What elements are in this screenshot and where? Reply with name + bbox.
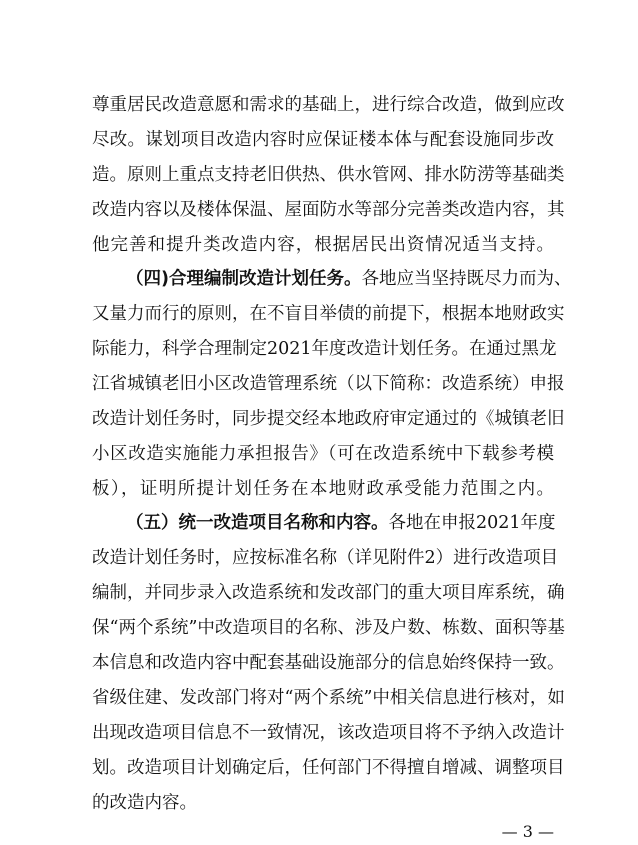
page-number: — 3 — [501, 822, 554, 841]
body-text-line: 改造计划任务时，同步提交经本地政府审定通过的《城镇老旧 [92, 409, 565, 429]
body-text-line: 改造内容以及楼体保温、屋面防水等部分完善类改造内容，其 [92, 200, 565, 220]
body-text-line: 尽改。谋划项目改造内容时应保证楼本体与配套设施同步改 [92, 130, 554, 150]
body-text-line: 尊重居民改造意愿和需求的基础上，进行综合改造，做到应改 [92, 95, 565, 115]
body-text-line: 又量力而行的原则，在不盲目举债的前提下，根据本地财政实 [92, 304, 565, 324]
body-text-line: 改造计划任务时，应按标准名称（详见附件2）进行改造项目 [92, 548, 559, 568]
body-text-line: 本信息和改造内容中配套基础设施部分的信息始终保持一致。 [92, 653, 565, 673]
body-text-line: 板），证明所提计划任务在本地财政承受能力范围之内。 [92, 479, 554, 499]
body-text-line: 造。原则上重点支持老旧供热、供水管网、排水防涝等基础类 [92, 165, 565, 185]
body-text-line: 江省城镇老旧小区改造管理系统（以下简称：改造系统）申报 [92, 374, 565, 394]
body-text-line: 小区改造实施能力承担报告》（可在改造系统中下载参考模 [92, 444, 554, 464]
body-text-line: 保“两个系统”中改造项目的名称、涉及户数、栋数、面积等基 [92, 618, 565, 638]
body-text-span: 各地应当坚持既尽力而为、 [361, 269, 572, 289]
section-heading-5: （五）统一改造项目名称和内容。 [126, 513, 389, 533]
body-text-span: 各地在申报2021年度 [388, 513, 556, 533]
section-heading-4: （四)合理编制改造计划任务。 [126, 269, 362, 289]
body-text-line: 编制，并同步录入改造系统和发改部门的重大项目库系统，确 [92, 583, 565, 603]
body-text-line: 的改造内容。 [92, 793, 197, 813]
body-text-line: 省级住建、发改部门将对“两个系统”中相关信息进行核对，如 [92, 688, 565, 708]
body-text-line: 他完善和提升类改造内容，根据居民出资情况适当支持。 [92, 235, 554, 255]
body-text-line: 划。改造项目计划确定后，任何部门不得擅自增减、调整项目 [92, 758, 565, 778]
body-text-line: 出现改造项目信息不一致情况，该改造项目将不予纳入改造计 [92, 723, 565, 743]
section-heading-line [126, 510, 554, 536]
section-heading-line [126, 266, 572, 292]
body-text-line: 际能力，科学合理制定2021年度改造计划任务。在通过黑龙 [92, 339, 557, 359]
